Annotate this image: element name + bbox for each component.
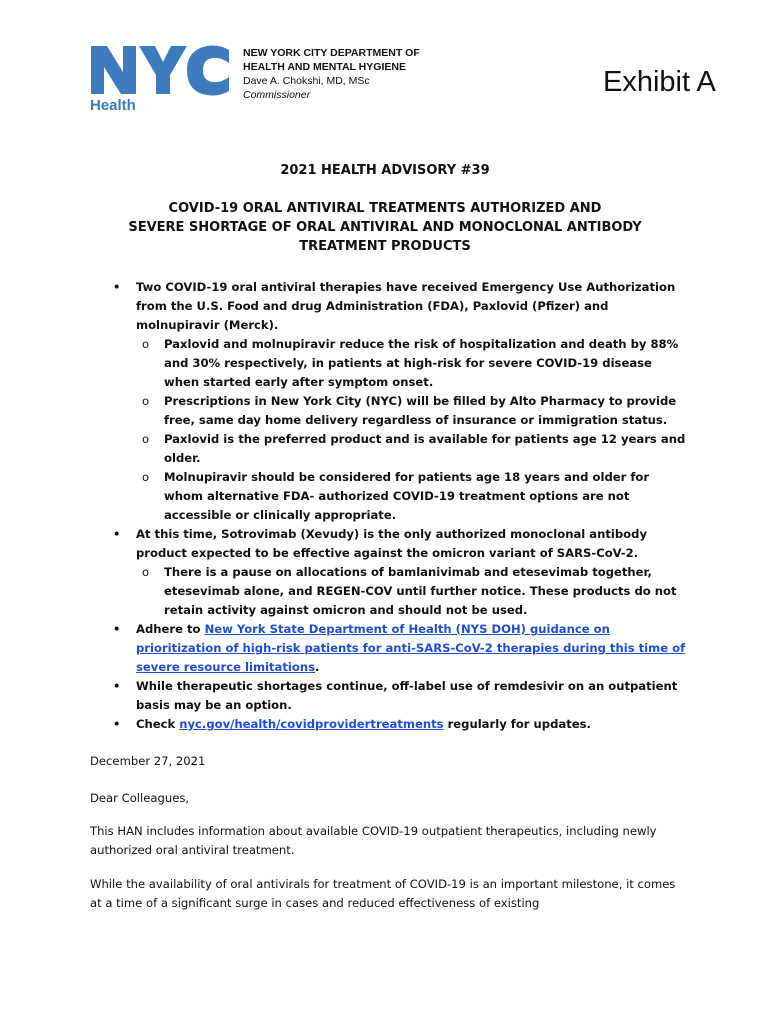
letter-date: December 27, 2021 xyxy=(90,754,206,768)
nys-doh-guidance-link[interactable]: New York State Department of Health (NYS DOH) guidance on prioritization of high-risk patients for anti-SARS-CoV-2 therapies during this time of severe resource limitations xyxy=(136,622,686,674)
bullet-text-prefix: Check xyxy=(136,717,180,731)
sub-bullet-item xyxy=(90,563,690,620)
letter-paragraph: While the availability of oral antivirals for treatment of COVID-19 is an important milestone, it comes at a time of a significant surge in cases and reduced effectiveness of existing xyxy=(90,877,676,910)
bullet-marker: • xyxy=(113,679,121,693)
sub-bullet-item xyxy=(90,392,690,430)
bullet-text: At this time, Sotrovimab (Xevudy) is the only authorized monoclonal antibody product expected to be effective against the omicron variant of SARS-CoV-2. xyxy=(136,527,648,560)
bullet-text-prefix: Adhere to xyxy=(136,622,205,636)
letter-paragraph: This HAN includes information about available COVID-19 outpatient therapeutics, including newly authorized oral antiviral treatment. xyxy=(90,824,657,857)
sub-bullet-marker: o xyxy=(142,394,150,408)
sub-bullet-text: Prescriptions in New York City (NYC) will be filled by Alto Pharmacy to provide free, same day home delivery regardless of insurance or immigration status. xyxy=(164,394,677,427)
letter-greeting: Dear Colleagues, xyxy=(90,791,190,805)
bullet-marker: • xyxy=(113,717,121,731)
commissioner-title: Commissioner xyxy=(243,89,311,101)
sub-bullet-text: There is a pause on allocations of bamlanivimab and etesevimab together, etesevimab alone, and REGEN-COV until further notice. These products do not retain activity against omicron and should not be used. xyxy=(164,565,677,617)
bullet-item xyxy=(90,278,690,335)
bullet-marker: • xyxy=(113,527,121,541)
bullet-text: While therapeutic shortages continue, off-label use of remdesivir on an outpatient basis may be an option. xyxy=(136,679,678,712)
bullet-text: Two COVID-19 oral antiviral therapies have received Emergency Use Authorization from the U.S. Food and drug Administration (FDA), Paxlovid (Pfizer) and molnupiravir (Merck). xyxy=(136,280,676,332)
advisory-title-line-3: TREATMENT PRODUCTS xyxy=(299,239,471,254)
commissioner-name: Dave A. Chokshi, MD, MSc xyxy=(243,75,370,87)
logo-subtext: Health xyxy=(90,97,136,114)
advisory-title-line-1: COVID-19 ORAL ANTIVIRAL TREATMENTS AUTHORIZED AND xyxy=(168,201,602,216)
dept-line-1: NEW YORK CITY DEPARTMENT OF xyxy=(243,47,420,59)
sub-bullet-item xyxy=(90,335,690,392)
sub-bullet-text: Paxlovid and molnupiravir reduce the risk of hospitalization and death by 88% and 30% respectively, in patients at high-risk for severe COVID-19 disease when started early after symptom onset. xyxy=(164,337,679,389)
nyc-health-logo xyxy=(89,44,235,114)
sub-bullet-marker: o xyxy=(142,337,150,351)
exhibit-label: Exhibit A xyxy=(603,66,716,98)
bullet-text-suffix: . xyxy=(315,660,320,674)
bullet-marker: • xyxy=(113,622,121,636)
department-block xyxy=(243,46,420,102)
sub-bullet-marker: o xyxy=(142,470,150,484)
advisory-title-line-2: SEVERE SHORTAGE OF ORAL ANTIVIRAL AND MONOCLONAL ANTIBODY xyxy=(128,220,642,235)
sub-bullet-item xyxy=(90,468,690,525)
key-points-list xyxy=(90,278,690,734)
sub-bullet-text: Molnupiravir should be considered for patients age 18 years and older for whom alternative FDA- authorized COVID-19 treatment options are not accessible or clinically appropriate. xyxy=(164,470,650,522)
bullet-item xyxy=(90,677,690,715)
sub-bullet-marker: o xyxy=(142,565,150,579)
bullet-item xyxy=(90,620,690,677)
advisory-number: 2021 HEALTH ADVISORY #39 xyxy=(280,163,490,178)
sub-bullet-marker: o xyxy=(142,432,150,446)
sub-bullet-item xyxy=(90,430,690,468)
bullet-item xyxy=(90,715,690,734)
sub-bullet-text: Paxlovid is the preferred product and is available for patients age 12 years and older. xyxy=(164,432,686,465)
dept-line-2: HEALTH AND MENTAL HYGIENE xyxy=(243,61,406,73)
bullet-text-suffix: regularly for updates. xyxy=(443,717,591,731)
bullet-marker: • xyxy=(113,280,121,294)
bullet-item xyxy=(90,525,690,563)
covid-provider-treatments-link[interactable]: nyc.gov/health/covidprovidertreatments xyxy=(179,717,444,731)
advisory-title xyxy=(90,199,680,256)
